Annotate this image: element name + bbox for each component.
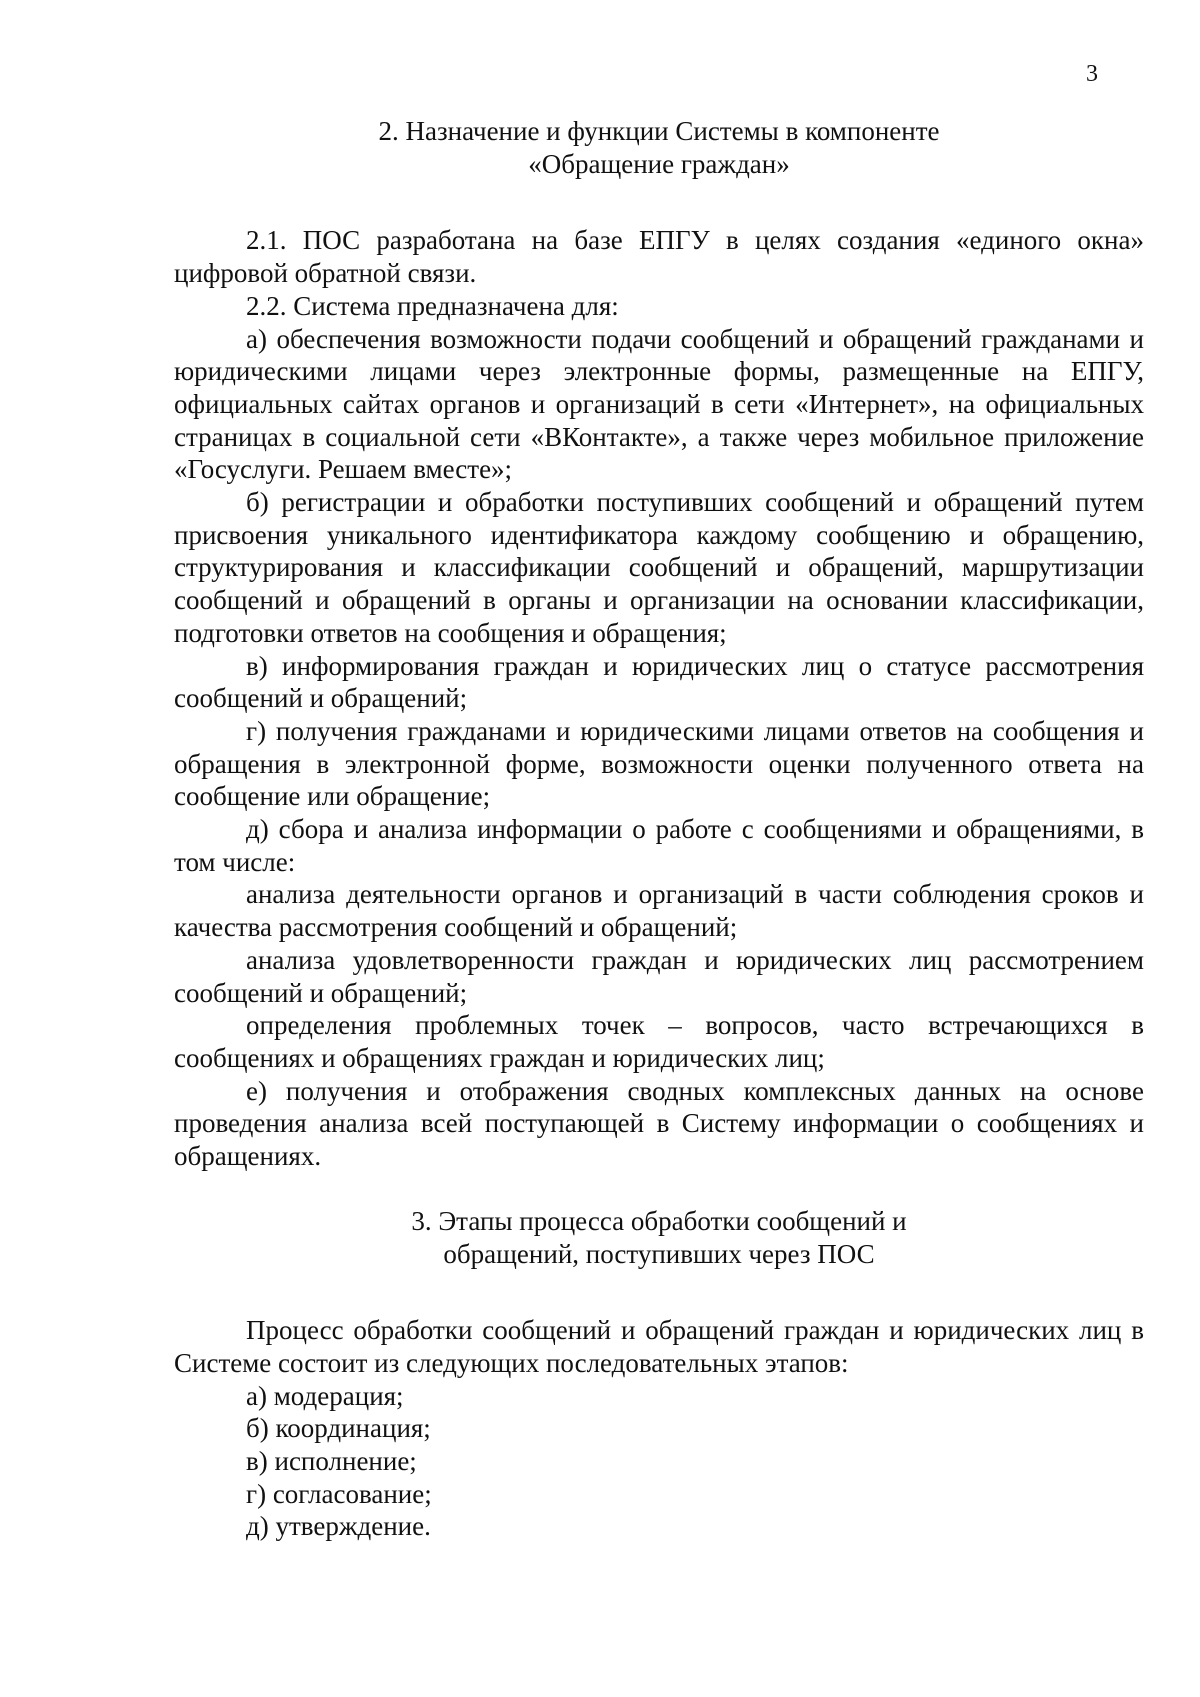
sub-item-problem-points: определения проблемных точек – вопросов, часто встречающихся в сообщениях и обращениях граждан и юридических лиц; [174, 1010, 1144, 1073]
page-number: 3 [1086, 61, 1098, 87]
section-2-heading-line-1: 2. Назначение и функции Системы в компоненте [378, 116, 940, 146]
section-2-heading-line-2: «Обращение граждан» [528, 148, 790, 179]
stage-item: а) модерация; [246, 1380, 404, 1411]
document-body [174, 115, 1144, 1543]
section-3-heading-line-1: 3. Этапы процесса обработки сообщений и [411, 1205, 907, 1236]
section-3-heading-line-2: обращений, поступивших через ПОС [443, 1238, 875, 1269]
section-2-heading [174, 115, 1144, 180]
list-item-b: б) регистрации и обработки поступивших сообщений и обращений путем присвоения уникального идентификатора каждому сообщению и обращению, структурирования и классификации сообщений и обращений, маршрутизации сообщений и обращений в органы и организации на основании классификации, подготовки ответов на сообщения и обращения; [174, 487, 1144, 648]
list-item-v: в) информирования граждан и юридических лиц о статусе рассмотрения сообщений и обращений; [174, 650, 1144, 714]
stage-item: б) координация; [246, 1413, 431, 1444]
sub-item-analysis-activity: анализа деятельности органов и организаций в части соблюдения сроков и качества рассмотрения сообщений и обращений; [174, 879, 1144, 943]
list-item-e: е) получения и отображения сводных комплексных данных на основе проведения анализа всей поступающей в Систему информации о сообщениях и обращениях. [174, 1075, 1144, 1172]
sub-item-analysis-satisfaction: анализа удовлетворенности граждан и юридических лиц рассмотрением сообщений и обращений; [174, 944, 1144, 1008]
section-3-heading [174, 1205, 1144, 1270]
stage-item: в) исполнение; [246, 1446, 417, 1477]
list-item-g: г) получения гражданами и юридическими лицами ответов на сообщения и обращения в электронной форме, возможности оценки полученного ответа на сообщение или обращение; [174, 715, 1144, 812]
stage-item: г) согласование; [246, 1478, 432, 1509]
list-item-a: а) обеспечения возможности подачи сообщений и обращений гражданами и юридическими лицами через электронные формы, размещенные на ЕПГУ, официальных сайтах органов и организаций в сети «Интернет», на официальных страницах в социальной сети «ВКонтакте», а также через мобильное приложение «Госуслуги. Решаем вместе»; [174, 323, 1144, 485]
spacer [174, 180, 1144, 224]
spacer [174, 1270, 1144, 1314]
paragraph-2-1: 2.1. ПОС разработана на базе ЕПГУ в целях создания «единого окна» цифровой обратной связи. [174, 225, 1144, 289]
spacer [174, 1173, 1144, 1205]
paragraph-2-2: 2.2. Система предназначена для: [246, 290, 619, 321]
stage-item: д) утверждение. [246, 1511, 431, 1542]
list-item-d: д) сбора и анализа информации о работе с сообщениями и обращениями, в том числе: [174, 814, 1144, 877]
section-3-intro: Процесс обработки сообщений и обращений граждан и юридических лиц в Системе состоит из следующих последовательных этапов: [174, 1315, 1144, 1378]
